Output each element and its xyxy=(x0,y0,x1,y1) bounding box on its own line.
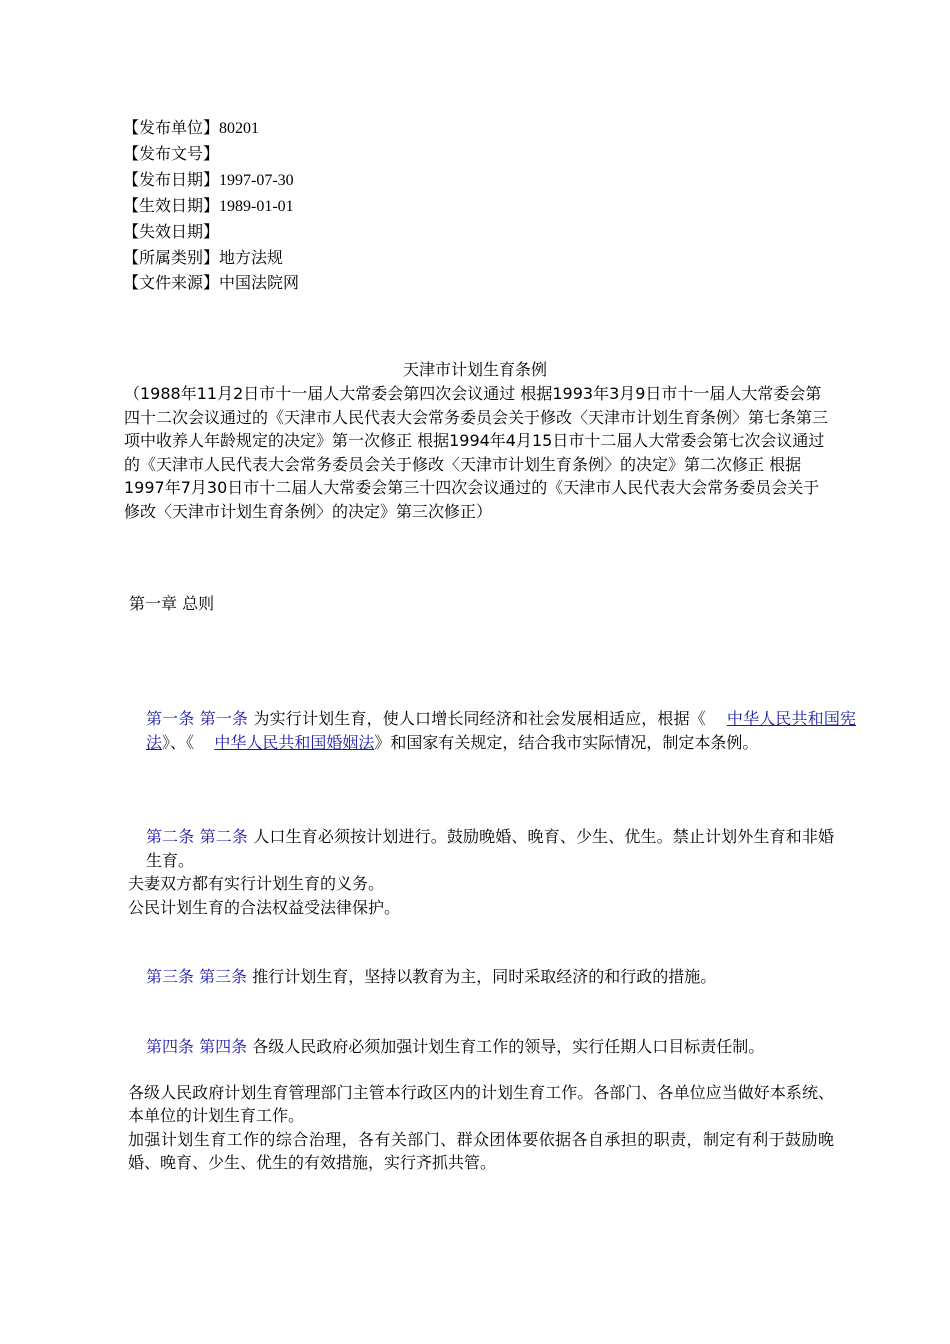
article-label: 第三条 xyxy=(199,967,248,986)
chapter-heading: 第一章 总则 xyxy=(129,594,215,613)
meta-doc-number xyxy=(123,141,299,167)
meta-label: 【发布日期】 xyxy=(123,170,220,189)
article-main-line xyxy=(124,1035,834,1059)
article-text: 推行计划生育，坚持以教育为主，同时采取经济的和行政的措施。 xyxy=(252,967,717,986)
meta-expiry-date xyxy=(123,219,299,245)
article-4 xyxy=(124,1035,834,1175)
meta-label: 【失效日期】 xyxy=(123,222,220,241)
article-text: 人口生育必须按计划进行。鼓励晚婚、晚育、少生、优生。禁止计划外生育和非婚生育。 xyxy=(146,827,834,870)
meta-label: 【所属类别】 xyxy=(123,248,220,267)
article-text: 》、《 xyxy=(162,732,195,752)
article-subclause: 加强计划生育工作的综合治理，各有关部门、群众团体要依据各自承担的职责，制定有利于鼓励晚婚、晚育、少生、优生的有效措施，实行齐抓共管。 xyxy=(128,1129,834,1172)
article-text: 为实行计划生育，使人口增长同经济和社会发展相适应，根据《 xyxy=(253,709,706,728)
meta-publish-date xyxy=(123,167,299,193)
document-title: 天津市计划生育条例 xyxy=(402,360,547,379)
meta-source xyxy=(123,270,299,295)
marriage-law-link[interactable]: 中华人民共和国婚姻法 xyxy=(214,732,375,752)
article-subclause: 公民计划生育的合法权益受法律保护。 xyxy=(128,897,401,917)
article-label: 第四条 xyxy=(146,1037,195,1056)
meta-value: 1997-07-30 xyxy=(219,172,294,189)
article-subclause: 夫妻双方都有实行计划生育的义务。 xyxy=(128,874,385,893)
article-2 xyxy=(124,825,834,919)
article-main-line xyxy=(124,825,834,872)
article-label: 第四条 xyxy=(199,1037,248,1056)
article-3 xyxy=(124,965,856,989)
meta-value: 80201 xyxy=(219,120,260,137)
article-text: 》和国家有关规定，结合我市实际情况，制定本条例。 xyxy=(374,732,759,752)
meta-label: 【发布单位】 xyxy=(123,118,220,137)
meta-effective-date xyxy=(123,193,299,219)
article-label: 第二条 xyxy=(146,827,195,846)
meta-value: 中国法院网 xyxy=(219,273,300,292)
article-text: 各级人民政府必须加强计划生育工作的领导，实行任期人口目标责任制。 xyxy=(252,1037,765,1056)
meta-publisher xyxy=(123,115,299,141)
article-label: 第二条 xyxy=(199,827,249,846)
article-label: 第一条 xyxy=(199,709,249,728)
article-label: 第一条 xyxy=(146,709,195,728)
meta-value: 1989-01-01 xyxy=(219,198,294,215)
meta-label: 【生效日期】 xyxy=(123,196,220,215)
article-1 xyxy=(124,707,856,754)
article-subclause: 各级人民政府计划生育管理部门主管本行政区内的计划生育工作。各部门、各单位应当做好本系统、本单位的计划生育工作。 xyxy=(128,1082,834,1125)
preamble: （1988年11月2日市十一届人大常委会第四次会议通过 根据1993年3月9日市十一届人大常委会第四十二次会议通过的《天津市人民代表大会常务委员会关于修改〈天津市计划生育条例〉第七条第三项中收养人年龄规定的决定》第一次修正 根据1994年4月15日市十二届人大常委会第七次会议通过的《天津市人民代表大会常务委员会关于修改〈天津市计划生育条例〉的决定》第二次修正 根据1997年7月30日市十二届人大常委会第三十四次会议通过的《天津市人民代表大会常务委员会关于修改〈天津市计划生育条例〉的决定》第三次修正） xyxy=(124,384,829,521)
constitution-link[interactable]: 中华人民共和国宪法 xyxy=(146,709,856,752)
metadata-block xyxy=(123,115,299,295)
article-label: 第三条 xyxy=(146,967,195,986)
meta-label: 【发布文号】 xyxy=(123,144,220,163)
meta-label: 【文件来源】 xyxy=(123,273,220,292)
meta-category xyxy=(123,245,299,270)
meta-value: 地方法规 xyxy=(219,248,284,267)
